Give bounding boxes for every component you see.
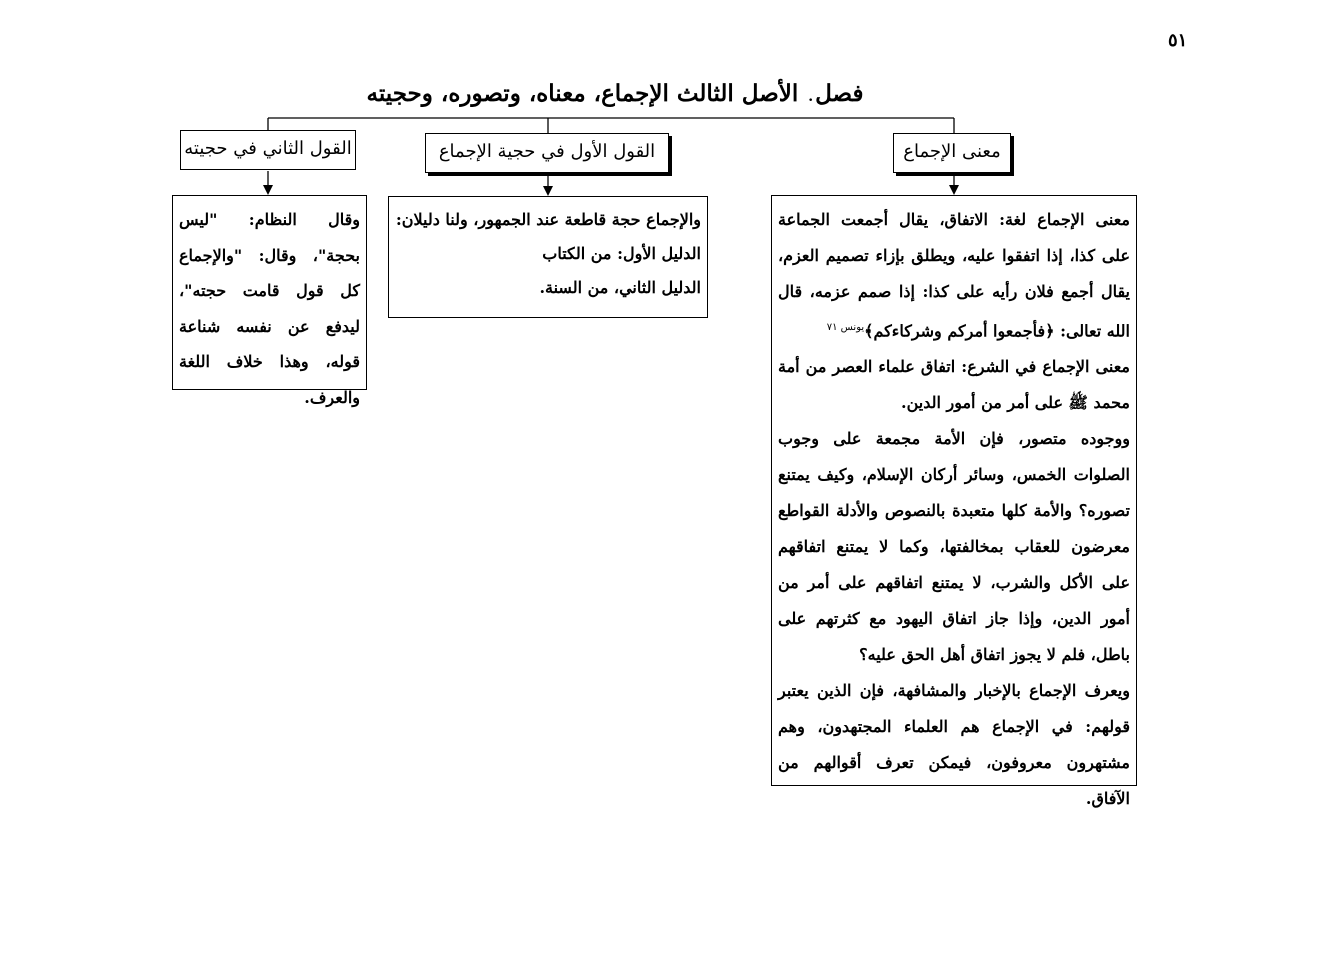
meaning-paragraph-legal: معنى الإجماع في الشرع: اتفاق علماء العصر من أمة محمد ﷺ على أمر من أمور الدين. xyxy=(778,357,1130,413)
arrow-head-meaning xyxy=(949,185,959,195)
first-view-content-box xyxy=(388,196,708,318)
first-view-line-3: الدليل الثاني، من السنة. xyxy=(539,278,701,297)
title-separator: . xyxy=(808,89,814,105)
quran-reference: يونس ٧١ xyxy=(826,322,865,333)
meaning-content-box xyxy=(771,195,1137,809)
header-second-view-label: القول الثاني في حجيته xyxy=(184,138,352,159)
meaning-paragraph-lexical xyxy=(778,202,1130,349)
title-prefix: فصل xyxy=(815,80,864,107)
second-view-content-box xyxy=(172,195,367,407)
header-meaning-label: معنى الإجماع xyxy=(903,141,1001,162)
header-meaning xyxy=(893,133,1011,173)
header-first-view xyxy=(425,133,669,173)
meaning-lexical-text: معنى الإجماع لغة: الاتفاق، يقال أجمعت الجماعة على كذا، إذا اتفقوا عليه، ويطلق بإزاء تصميم العزم، يقال أجمع فلان رأيه على كذا: إذا صمم عزمه، قال الله تعالى: ﴿فأجمعوا أمركم وشركاءكم﴾ xyxy=(778,210,1130,341)
meaning-paragraph-knowledge: ويعرف الإجماع بالإخبار والمشافهة، فإن الذين يعتبر قولهم: في الإجماع هم العلماء المجتهدون، وهم مشتهرون معروفون، فيمكن تعرف أقوالهم من الآفاق. xyxy=(778,681,1130,809)
second-view-text: وقال النظام: "ليس بحجة"، وقال: "والإجماع كل قول قامت حجته"، ليدفع عن نفسه شناعة قوله، وهذا خلاف اللغة والعرف. xyxy=(179,210,360,407)
first-view-line-2: الدليل الأول: من الكتاب xyxy=(542,244,701,263)
arrow-head-second xyxy=(263,185,273,195)
page-number: ٥١ xyxy=(1168,30,1188,51)
meaning-paragraph-conceivability: ووجوده متصور، فإن الأمة مجمعة على وجوب الصلوات الخمس، وسائر أركان الإسلام، وكيف يمتنع تصوره؟ والأمة كلها متعبدة بالنصوص والأدلة القواطع معرضون للعقاب بمخالفتها، وكما لا يمتنع اتفاقهم على الأكل والشرب، لا يمتنع اتفاقهم على أمر من أمور الدين، وإذا جاز اتفاق اليهود مع كثرتهم على باطل، فلم لا يجوز اتفاق أهل الحق عليه؟ xyxy=(778,429,1130,665)
arrow-head-first xyxy=(543,186,553,196)
header-first-view-label: القول الأول في حجية الإجماع xyxy=(438,141,656,162)
header-second-view xyxy=(180,130,356,170)
title-main: الأصل الثالث الإجماع، معناه، وتصوره، وحجيته xyxy=(366,80,799,107)
first-view-line-1: والإجماع حجة قاطعة عند الجمهور، ولنا دليلان: xyxy=(395,210,701,229)
